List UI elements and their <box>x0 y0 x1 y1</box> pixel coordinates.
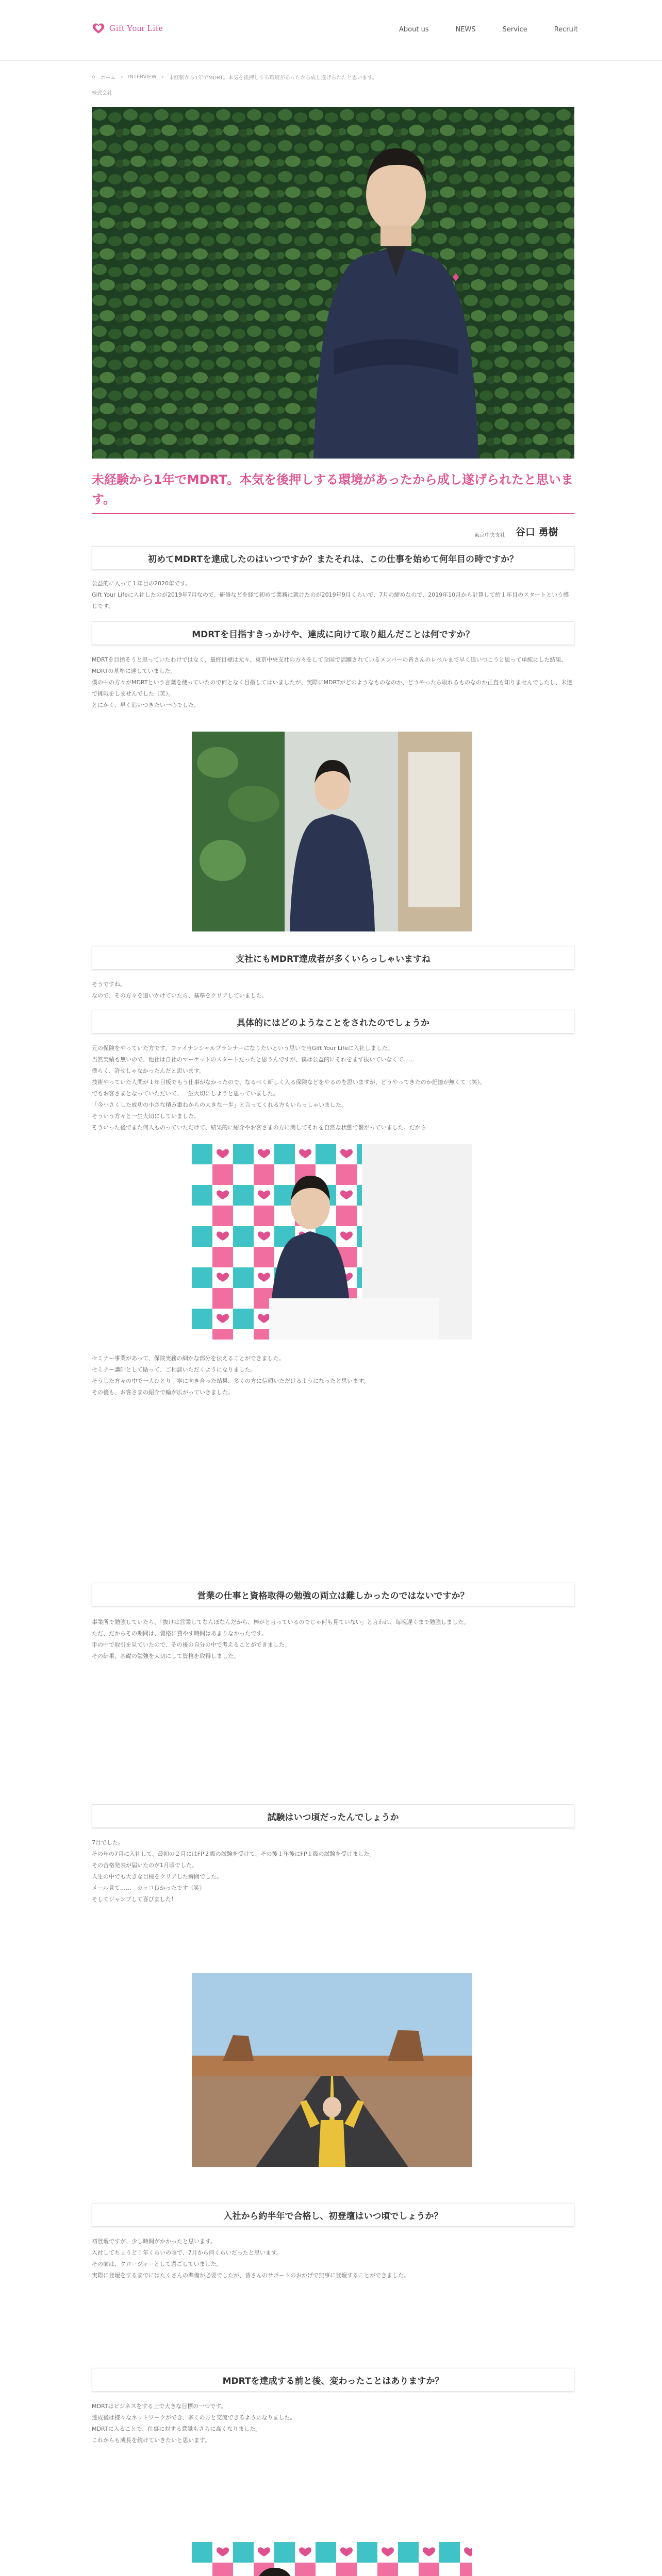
nav-about-us[interactable]: About us <box>399 26 429 33</box>
breadcrumb: ⌂ ホーム › INTERVIEW › 未経験から1年でMDRT。本気を後押しする環境があったから成し遂げられたと思います。 <box>92 74 377 81</box>
answer-text: そうですね。 なので、その方々を追いかけていたら、基準をクリアしていました。 <box>92 981 268 999</box>
question-heading: 初めてMDRTを達成したのはいつですか？またそれは、この仕事を始めて何年目の時ですか？ <box>92 546 574 570</box>
office-window-photo <box>192 732 472 931</box>
breadcrumb-category: 株式会社 <box>92 91 112 96</box>
author-company: 東京中央支社 <box>474 533 505 538</box>
heart-logo-icon <box>92 23 105 34</box>
answer-text: MDRTを目指そうと思っていたわけではなく、最終目標は元々、東京中央支社の方々をして全国で活躍されているメンバーの皆さんのレベルまで早く追いつこうと思って単純にした結果、MDRTの基準に達していました。 僕の中の方々がMDRTという言葉を使っていたので何となく目指してはいましたが、実際にMDRTがどのようなものなのか、どうやったら取れるものなのか正直も知りませんでしたし、未達で挑戦をしませんでした（笑）。 とにかく、早く追いつきたい一心でした。 <box>92 656 573 708</box>
author-name: 谷口 勇樹 <box>516 527 558 538</box>
hero-photo <box>92 107 574 459</box>
answer-text: 事業所で勉強していたら、「抜けは営業してなんぼなんだから、棒がと言っているのでじゃ何も見ていない」と言われ、毎晩遅くまで勉強しました。 ただ、だからその期間は、資格に費やす時間はあまりなかったです。 手の中で取引を見ていたので、その後の自分の中で考えることができました。 その結果、基礎の勉強を大切にして資格を取得しました。 <box>92 1619 470 1659</box>
question-heading: MDRTを達成する前と後、変わったことはありますか？ <box>92 2368 574 2392</box>
article-title: 未経験から1年でMDRT。本気を後押しする環境があったから成し遂げられたと思います。 <box>92 472 574 506</box>
answer-text: 初登壇ですが、少し時間がかかったと思います。 入社してちょうど１年くらいの頃で、7月から何くらいだったと思います。 その前は、クロージャーとして過ごしていました。 実際に登壇をするまでにはたくさんの準備が必要でしたが、皆さんのサポートのおかげで無事に登壇することができました。 <box>92 2238 409 2279</box>
road-photo <box>192 1973 472 2167</box>
title-divider <box>92 513 574 514</box>
site-header <box>0 0 662 61</box>
question-heading: 入社から約半年で合格し、初登壇はいつ頃でしょうか？ <box>92 2203 574 2227</box>
seminar-photo <box>192 1144 472 1340</box>
byline <box>474 524 558 538</box>
question-heading: 営業の仕事と資格取得の勉強の両立は難しかったのではないですか？ <box>92 1583 574 1606</box>
answer-text: 元の保険をやっていた方です、ファイナンシャルプランナーになりたいという思いで当Gift Your Lifeに入社しました。 当然実績も無いので、他社は自社のマーケットのスタートだったと思うんですが、僕は公益的にそれをまず抜いていなくて…… 僕らく、許せしゃなかったんだと思います。 技術やっていた人間が１年目板でもう仕事がなかったので、なるべく新しく入る保険などをやるのを思いますが、どうやってきたのか記憶が無くて（笑）。 でもお客さまとなっていただいて、一生大切にしようと思っていました。 「今小さくした成功の小さな積み重ねからの大きな一歩」と言ってくれる方もいらっしゃいました。 そういう方々と一生大切にしていました。 そういった後でまた何人ものっていただけて、結果的に紹介やお客さまの方に関してそれを自然な状態で繋がっていました。だから <box>92 1045 486 1131</box>
question-heading: MDRTを目指すきっかけや、達成に向けて取り組んだことは何ですか？ <box>92 621 574 645</box>
answer-text: MDRTはビジネスをする上で大きな目標の一つです。 達成後は様々なネットワークができ、多くの方と交流できるようになりました。 MDRTに入ることで、仕事に対する意識もさらに高くなりました。 これからも成長を続けていきたいと思います。 <box>92 2403 296 2444</box>
answer-text: 7月でした。 その年の7月に入社して、最初の２月にはFP２級の試験を受けて、その後１年後にFP１級の試験を受けました。 その合格発表が届いたのが1月頃でした。 人生の中でも大きな目標をクリアした瞬間でした。 メール見て…… カッコ良かったです（笑） そしてジャンプして喜びました！ <box>92 1839 375 1903</box>
nav-recruit[interactable]: Recruit <box>554 26 578 33</box>
question-heading: 試験はいつ頃だったんでしょうか <box>92 1804 574 1828</box>
breadcrumb-home[interactable]: ホーム <box>100 75 116 81</box>
question-heading: 具体的にはどのようなことをされたのでしょうか <box>92 1010 574 1033</box>
home-icon: ⌂ <box>92 74 95 80</box>
breadcrumb-interview[interactable]: INTERVIEW <box>128 74 157 80</box>
nav-news[interactable]: NEWS <box>455 26 476 33</box>
portrait-photo <box>192 2542 472 2576</box>
question-heading: 支社にもMDRT達成者が多くいらっしゃいますね <box>92 946 574 970</box>
breadcrumb-current: 未経験から1年でMDRT。本気を後押しする環境があったから成し遂げられたと思います。 <box>169 75 377 81</box>
nav-service[interactable]: Service <box>502 26 527 33</box>
main-nav <box>399 26 605 33</box>
answer-text: セミナー事業があって、保険実務の細かな部分を伝えることができました。 セミナー講師として貼って、ご相談いただくようになりました。 そうした方々の中で一人ひとり丁寧に向き合った結果、多くの方に信頼いただけるようになったと思います。 その後も、お客さまの紹介で輪が広がっていきました。 <box>92 1355 370 1396</box>
logo-text: Gift Your Life <box>109 23 163 33</box>
answer-text: 公益的に入って１年目の2020年です。 Gift Your Lifeに入社したのが2019年7月なので、研修などを経て初めて業務に就けたのが2019年9月くらいで、7月の締めなので、2019年10月から計算して約１年目のスタートという感じです。 <box>92 580 569 609</box>
logo[interactable] <box>92 23 163 34</box>
